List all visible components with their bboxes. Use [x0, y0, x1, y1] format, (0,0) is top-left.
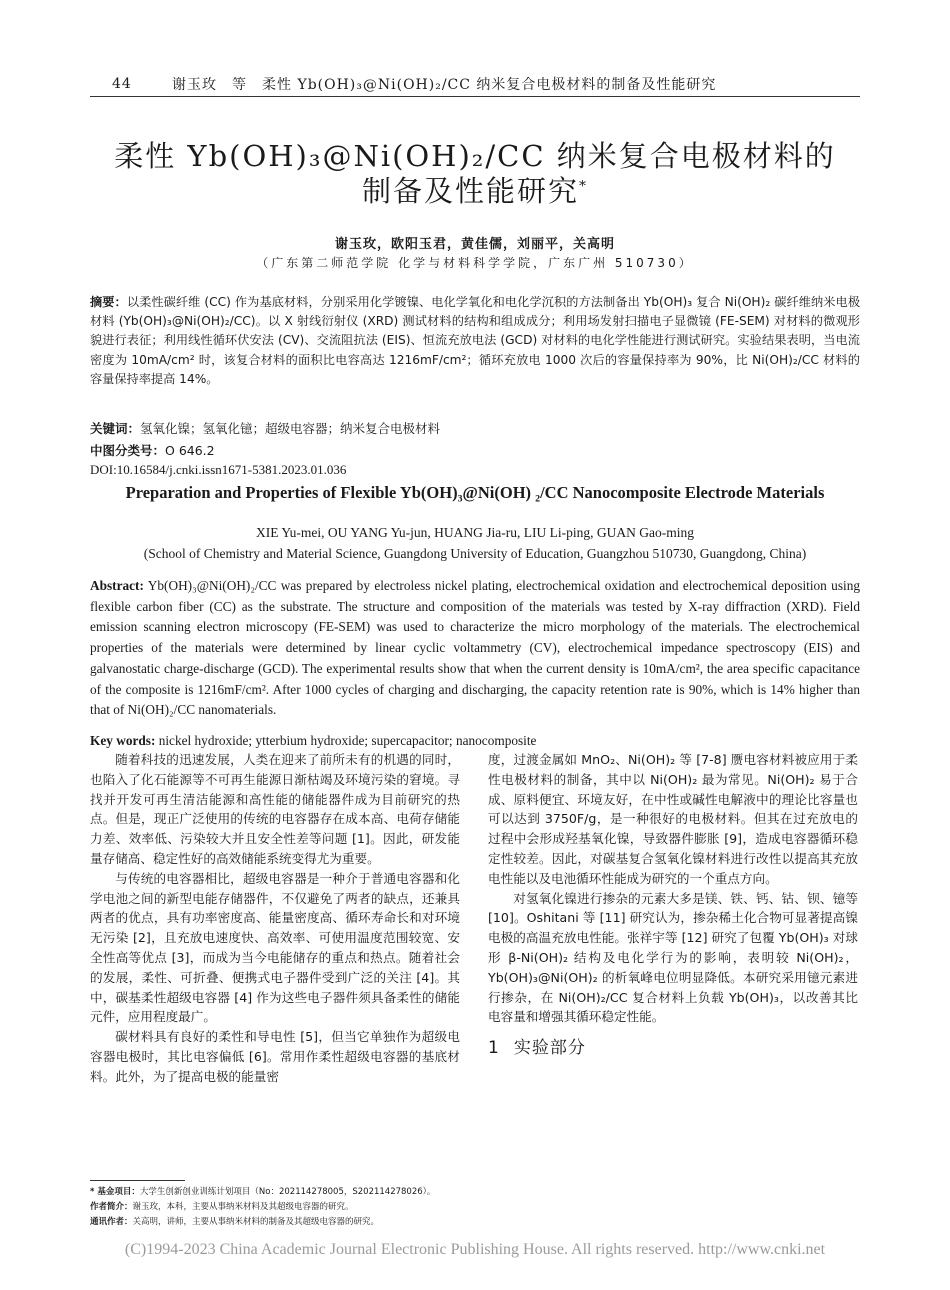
- abstract-en-text: Yb(OH)₃@Ni(OH)₂/CC was prepared by electroless nickel plating, electrochemical oxidation and electrochemical deposition using flexible carbon fiber (CC) as the substrate. The structure and composition of the materials was tested by X-ray diffraction (XRD). Field emission scanning electron microscopy (FE-SEM) was used to characterize the micro morphology of the materials. The electrochemical properties of the materials were determined by linear cyclic voltammetry (CV), electrochemical impedance spectroscopy (EIS) and galvanostatic charge-discharge (GCD). The experimental results show that when the current density is 10mA/cm², the area specific capacitance of the composite is 1216mF/cm². After 1000 cycles of charging and discharging, the capacity retention rate is 90%, which is 14% higher than that of Ni(OH)₂/CC nanomaterials.: [90, 578, 860, 718]
- footnote-corr-text: 关高明，讲师，主要从事纳米材料的制备及其超级电容器的研究。: [132, 1217, 380, 1227]
- footnote-fund: [90, 1185, 435, 1197]
- title-cn-line2: [75, 173, 875, 209]
- body-paragraph: 与传统的电容器相比，超级电容器是一种介于普通电容器和化学电池之间的新型电能存储器件，不仅避免了两者的缺点，还兼具两者的优点，具有功率密度高、能量密度高、循环寿命长和对环境无污染 [2]，且充放电速度快、高效率、可使用温度范围较宽、安全性高等优点 [3]，而成为当今电能储存的重点和热点。随着社会的发展，柔性、可折叠、便携式电子器件受到广泛的关注 [4]。其中，碳基柔性超级电容器 [4] 作为这些电子器件须具备柔性的储能元件，应用程度最广。: [90, 870, 460, 1025]
- classification: [90, 441, 215, 459]
- classification-label: 中图分类号：: [90, 443, 166, 458]
- affiliation-en: (School of Chemistry and Material Science, Guangdong University of Education, Guangzhou 510730, Guangdong, China): [143, 546, 807, 561]
- header-rule: [90, 96, 860, 97]
- running-header: [90, 72, 860, 96]
- body-paragraph: 随着科技的迅速发展，人类在迎来了前所未有的机遇的同时，也陷入了化石能源等不可再生能源日渐枯竭及环境污染的窘境。寻找并开发可再生清洁能源和高性能的储能器件成为目前研究的热点。但是，现正广泛使用的传统的电容器存在成本高、电荷存储能力差、效率低、污染较大并且安全性差等问题 [1]。因此，研发能量存储高、稳定性好的高效储能系统变得尤为重要。: [90, 752, 460, 866]
- abstract-en: [90, 576, 860, 721]
- copyright-notice: (C)1994-2023 China Academic Journal Electronic Publishing House. All rights reserved. http://www.cnki.net: [124, 1241, 826, 1258]
- title-cn-line1: 柔性 Yb(OH)₃@Ni(OH)₂/CC 纳米复合电极材料的: [114, 139, 836, 173]
- body-left-column: [90, 750, 460, 1087]
- body-paragraph: 对氢氧化镍进行掺杂的元素大多是镁、铁、钙、钴、钡、镱等 [10]。Oshitani 等 [11] 研究认为，掺杂稀土化合物可显著提高镍电极的高温充放电性能。张祥宇等 [12] 研究了包覆 Yb(OH)₃ 对球形 β-Ni(OH)₂ 结构及电化学行为的影响，表明较 Ni(OH)₂，Yb(OH)₃@Ni(OH)₂ 的析氧峰电位明显降低。本研究采用镱元素进行掺杂，在 Ni(OH)₂/CC 复合材料上负载 Yb(OH)₃，以改善其比电容量和增强其循环稳定性能。: [488, 890, 858, 1025]
- footnote-fund-label: * 基金项目：: [90, 1187, 140, 1197]
- affiliation-cn: （广东第二师范学院 化学与材料科学学院，广东广州 510730）: [256, 256, 694, 270]
- section-title: 实验部分: [513, 1038, 586, 1059]
- body-right-column: [488, 750, 858, 1060]
- footnote-rule: [90, 1180, 185, 1181]
- keywords-cn-text: 氢氧化镍；氢氧化镱；超级电容器；纳米复合电极材料: [140, 421, 441, 436]
- body-paragraph: 度，过渡金属如 MnO₂、Ni(OH)₂ 等 [7-8] 赝电容材料被应用于柔性电极材料的制备，其中以 Ni(OH)₂ 最为常见。Ni(OH)₂ 易于合成、原料便宜、环境友好，在中性或碱性电解液中的理论比容量也可以达到 3750F/g，是一种很好的电极材料。但其在过充放电的过程中会形成羟基氧化镍，导致器件膨胀 [9]，造成电容器循环稳定性较差。因此，对碳基复合氢氧化镍材料进行改性以提高其充放电性能以及电池循环性能成为研究的一个重点方向。: [488, 752, 858, 886]
- abstract-cn-text: 以柔性碳纤维 (CC) 作为基底材料，分别采用化学镀镍、电化学氧化和电化学沉积的方法制备出 Yb(OH)₃ 复合 Ni(OH)₂ 碳纤维纳米电极材料 (Yb(OH)₃@Ni(OH)₂/CC)。以 X 射线衍射仪 (XRD) 测试材料的结构和组成成分；利用场发射扫描电子显微镜 (FE-SEM) 对材料的微观形貌进行表征；利用线性循环伏安法 (CV)、交流阻抗法 (EIS)、恒流充放电法 (GCD) 对材料的电化学性能进行测试研究。实验结果表明，当电流密度为 10mA/cm² 时，该复合材料的面积比电容高达 1216mF/cm²；循环充放电 1000 次后的容量保持率为 90%，比 Ni(OH)₂/CC 材料的容量保持率提高 14%。: [90, 295, 861, 386]
- title-en: Preparation and Properties of Flexible Yb(OH)₃@Ni(OH) ₂/CC Nanocomposite Electrode Materials: [125, 483, 825, 502]
- abstract-cn-label: 摘要：: [90, 295, 127, 309]
- keywords-cn-label: 关键词：: [90, 421, 141, 436]
- running-title: 谢玉玫 等 柔性 Yb(OH)₃@Ni(OH)₂/CC 纳米复合电极材料的制备及性能研究: [172, 77, 717, 93]
- body-paragraph: 碳材料具有良好的柔性和导电性 [5]，但当它单独作为超级电容器电极时，其比电容偏低 [6]。常用作柔性超级电容器的基底材料。此外，为了提高电极的能量密: [90, 1029, 460, 1084]
- footnote-fund-text: 大学生创新创业训练计划项目（No：202114278005，S202114278026）。: [139, 1187, 436, 1197]
- footnote-author: [90, 1200, 354, 1212]
- abstract-en-label: Abstract:: [90, 578, 144, 593]
- section-heading: [488, 1036, 858, 1060]
- title-cn-line2-text: 制备及性能研究: [361, 174, 579, 208]
- page-number: 44: [112, 76, 132, 92]
- footnote-author-text: 谢玉玫，本科，主要从事纳米材料及其超级电容器的研究。: [132, 1202, 354, 1212]
- authors-en: XIE Yu-mei, OU YANG Yu-jun, HUANG Jia-ru, LIU Li-ping, GUAN Gao-ming: [256, 525, 694, 540]
- keywords-cn: [90, 419, 440, 437]
- keywords-en-label: Key words:: [90, 733, 156, 748]
- doi: DOI:10.16584/j.cnki.issn1671-5381.2023.01.036: [90, 462, 347, 477]
- keywords-en: [90, 733, 536, 749]
- footnote-corresponding: [90, 1215, 379, 1227]
- classification-text: O 646.2: [165, 443, 215, 458]
- title-footnote-mark: *: [579, 178, 588, 195]
- footnote-corr-label: 通讯作者：: [90, 1217, 133, 1227]
- section-number: 1: [488, 1038, 500, 1059]
- footnote-author-label: 作者简介：: [90, 1202, 133, 1212]
- abstract-cn: [90, 293, 860, 389]
- keywords-en-text: nickel hydroxide; ytterbium hydroxide; supercapacitor; nanocomposite: [158, 733, 537, 748]
- authors-cn: 谢玉玫，欧阳玉君，黄佳儒，刘丽平，关高明: [334, 237, 615, 252]
